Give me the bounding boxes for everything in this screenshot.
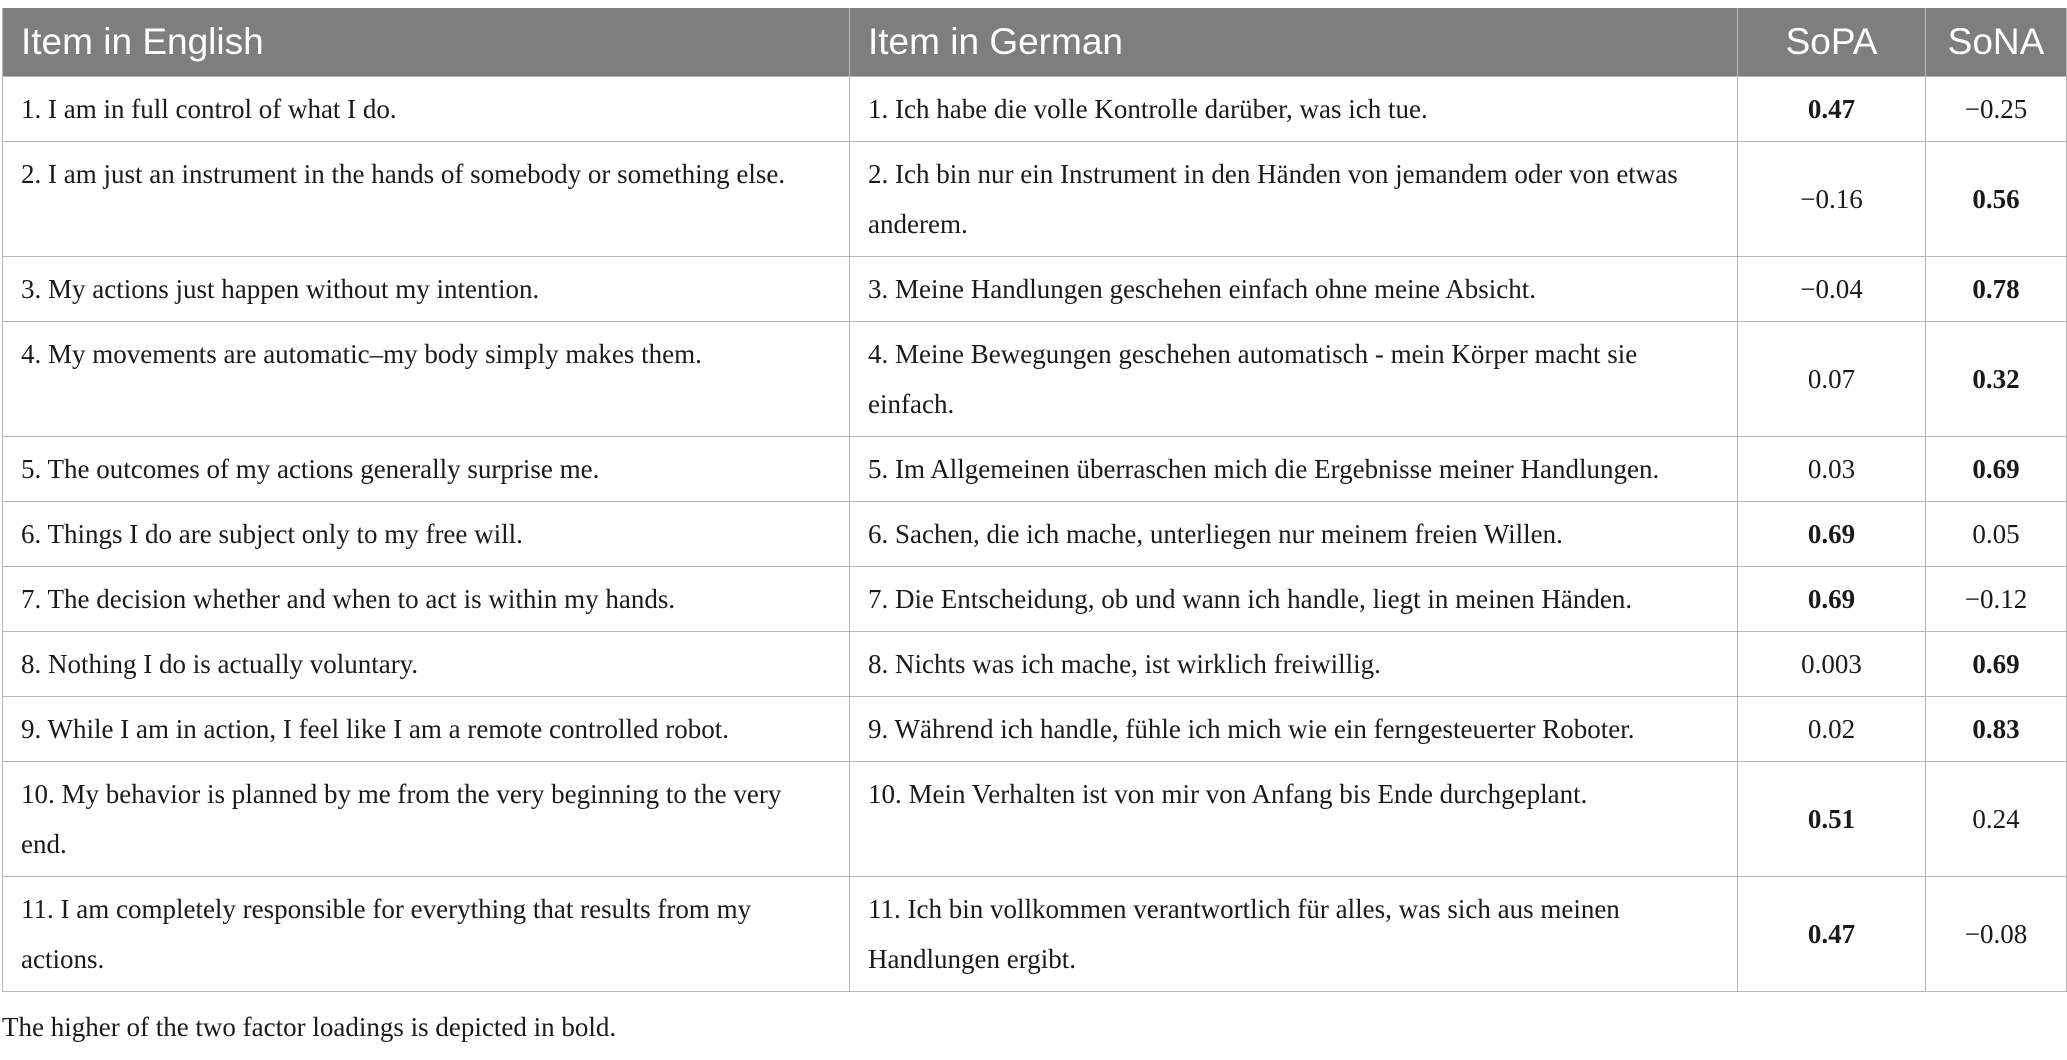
cell-german: 5. Im Allgemeinen überraschen mich die Ergebnisse meiner Handlungen. — [850, 437, 1738, 502]
table-header-row — [3, 8, 2067, 77]
cell-german: 9. Während ich handle, fühle ich mich wie ein ferngesteuerter Roboter. — [850, 697, 1738, 762]
cell-sopa: 0.07 — [1738, 322, 1926, 437]
cell-sopa: 0.69 — [1738, 567, 1926, 632]
cell-german: 11. Ich bin vollkommen verantwortlich für alles, was sich aus meinen Handlungen ergibt. — [850, 877, 1738, 992]
cell-sona: −0.08 — [1926, 877, 2067, 992]
cell-german: 1. Ich habe die volle Kontrolle darüber, was ich tue. — [850, 77, 1738, 142]
cell-sona: 0.83 — [1926, 697, 2067, 762]
cell-sopa: 0.02 — [1738, 697, 1926, 762]
cell-sona: 0.69 — [1926, 632, 2067, 697]
cell-german: 2. Ich bin nur ein Instrument in den Händen von jemandem oder von etwas anderem. — [850, 142, 1738, 257]
cell-english: 8. Nothing I do is actually voluntary. — [3, 632, 850, 697]
header-german: Item in German — [850, 8, 1738, 77]
cell-sona: 0.78 — [1926, 257, 2067, 322]
cell-german: 7. Die Entscheidung, ob und wann ich handle, liegt in meinen Händen. — [850, 567, 1738, 632]
table-body — [3, 77, 2067, 992]
cell-english: 1. I am in full control of what I do. — [3, 77, 850, 142]
header-sona: SoNA — [1926, 8, 2067, 77]
cell-sona: 0.24 — [1926, 762, 2067, 877]
header-sopa: SoPA — [1738, 8, 1926, 77]
table-row — [3, 697, 2067, 762]
cell-sona: 0.05 — [1926, 502, 2067, 567]
table-row — [3, 877, 2067, 992]
cell-sopa: 0.51 — [1738, 762, 1926, 877]
cell-sopa: −0.16 — [1738, 142, 1926, 257]
cell-sopa: 0.003 — [1738, 632, 1926, 697]
table-row — [3, 502, 2067, 567]
table-row — [3, 567, 2067, 632]
factor-loadings-table — [2, 8, 2067, 992]
cell-sopa: 0.47 — [1738, 877, 1926, 992]
cell-sona: −0.25 — [1926, 77, 2067, 142]
cell-sopa: 0.03 — [1738, 437, 1926, 502]
table-row — [3, 632, 2067, 697]
cell-sona: −0.12 — [1926, 567, 2067, 632]
cell-english: 2. I am just an instrument in the hands of somebody or something else. — [3, 142, 850, 257]
table-row — [3, 762, 2067, 877]
table-row — [3, 437, 2067, 502]
cell-sona: 0.56 — [1926, 142, 2067, 257]
cell-english: 7. The decision whether and when to act is within my hands. — [3, 567, 850, 632]
table-footnote: The higher of the two factor loadings is depicted in bold. — [2, 1012, 617, 1042]
cell-sona: 0.69 — [1926, 437, 2067, 502]
cell-english: 4. My movements are automatic–my body simply makes them. — [3, 322, 850, 437]
table-row — [3, 257, 2067, 322]
cell-sopa: −0.04 — [1738, 257, 1926, 322]
table-row — [3, 322, 2067, 437]
cell-german: 10. Mein Verhalten ist von mir von Anfang bis Ende durchgeplant. — [850, 762, 1738, 877]
header-english: Item in English — [3, 8, 850, 77]
cell-german: 6. Sachen, die ich mache, unterliegen nur meinem freien Willen. — [850, 502, 1738, 567]
cell-english: 9. While I am in action, I feel like I am a remote controlled robot. — [3, 697, 850, 762]
factor-loadings-table-container — [2, 8, 2066, 992]
cell-english: 11. I am completely responsible for everything that results from my actions. — [3, 877, 850, 992]
cell-english: 3. My actions just happen without my intention. — [3, 257, 850, 322]
cell-english: 5. The outcomes of my actions generally surprise me. — [3, 437, 850, 502]
cell-german: 8. Nichts was ich mache, ist wirklich freiwillig. — [850, 632, 1738, 697]
cell-german: 3. Meine Handlungen geschehen einfach ohne meine Absicht. — [850, 257, 1738, 322]
table-row — [3, 77, 2067, 142]
cell-english: 6. Things I do are subject only to my free will. — [3, 502, 850, 567]
cell-german: 4. Meine Bewegungen geschehen automatisch - mein Körper macht sie einfach. — [850, 322, 1738, 437]
cell-english: 10. My behavior is planned by me from the very beginning to the very end. — [3, 762, 850, 877]
cell-sopa: 0.69 — [1738, 502, 1926, 567]
cell-sona: 0.32 — [1926, 322, 2067, 437]
table-row — [3, 142, 2067, 257]
cell-sopa: 0.47 — [1738, 77, 1926, 142]
